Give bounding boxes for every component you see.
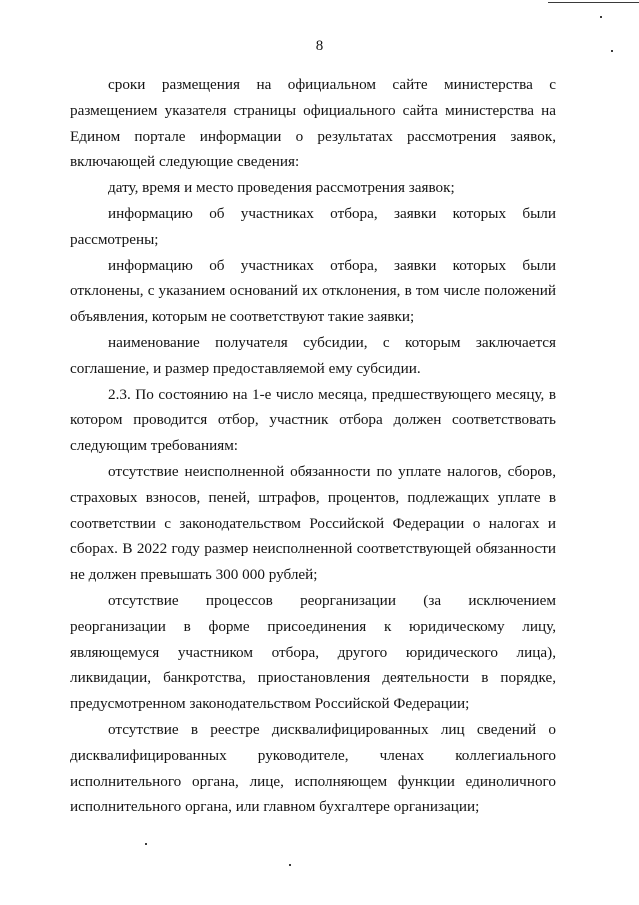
paragraph-date-time-place: дату, время и место проведения рассмотрения заявок;	[108, 179, 455, 197]
page-body	[70, 72, 556, 820]
paragraph-considered-applications: информацию об участниках отбора, заявки которых были рассмотрены;	[70, 204, 556, 248]
paragraph-tax-debt: отсутствие неисполненной обязанности по уплате налогов, сборов, страховых взносов, пеней, штрафов, процентов, подлежащих уплате в соответствии с законодательством Российской Федерации о налогах и сборах. В 2022 году размер неисполненной соответствующей обязанности не должен превышать 300 000 рублей;	[70, 462, 556, 584]
paragraph-section-2-3: 2.3. По состоянию на 1-е число месяца, предшествующего месяцу, в котором проводится отбор, участник отбора должен соответствовать следующим требованиям:	[70, 385, 556, 455]
scan-artifact-dot	[289, 864, 291, 866]
paragraph-recipient-name: наименование получателя субсидии, с которым заключается соглашение, и размер предоставляемой ему субсидии.	[70, 333, 556, 377]
scan-artifact-dot	[600, 16, 602, 18]
scan-artifact-dot	[145, 843, 147, 845]
scan-artifact-top-line	[548, 2, 639, 3]
page-number: 8	[315, 38, 324, 54]
paragraph-reorganization: отсутствие процессов реорганизации (за исключением реорганизации в форме присоединения к юридическому лицу, являющемуся участником отбора, другого юридического лица), ликвидации, банкротства, приостановления деятельности в порядке, предусмотренном законодательством Российской Федерации;	[70, 591, 556, 713]
paragraph-rejected-applications: информацию об участниках отбора, заявки которых были отклонены, с указанием оснований их отклонения, в том числе положений объявления, которым не соответствуют такие заявки;	[70, 256, 556, 326]
scan-artifact-dot	[611, 50, 613, 52]
paragraph-disqualified-persons: отсутствие в реестре дисквалифицированных лиц сведений о дисквалифицированных руководителе, членах коллегиального исполнительного органа, лице, исполняющем функции единоличного исполнительного органа, или главном бухгалтере организации;	[70, 720, 556, 816]
paragraph-publication-terms: сроки размещения на официальном сайте министерства с размещением указателя страницы официального сайта министерства на Едином портале информации о результатах рассмотрения заявок, включающей следующие сведения:	[70, 76, 556, 171]
